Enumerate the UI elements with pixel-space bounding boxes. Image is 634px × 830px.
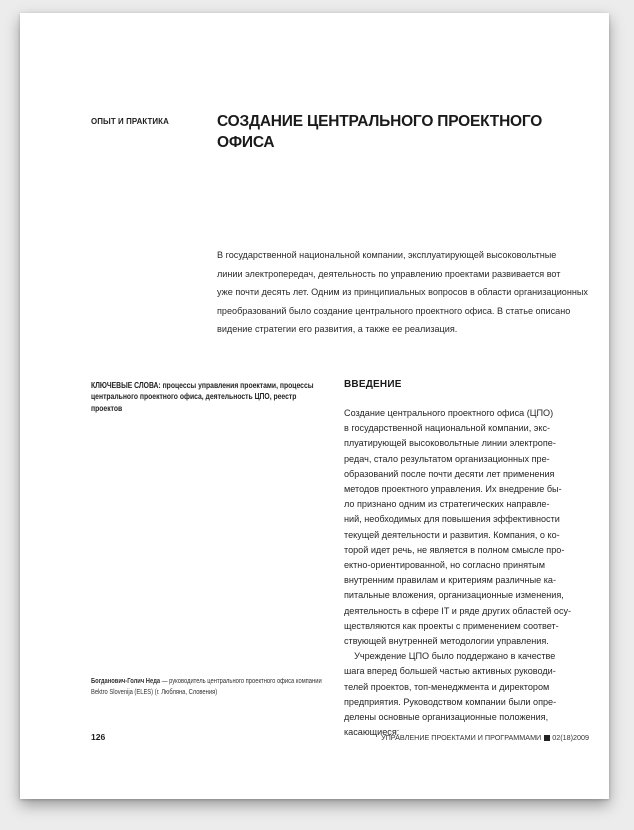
body-line: Учреждение ЦПО было поддержано в качестве	[344, 651, 556, 662]
abstract-line: преобразований было создание центрального проектного офиса. В статье описано	[217, 305, 571, 316]
author-affiliation: Bektro Slovenija (ELES) (г. Любляна, Словения)	[91, 688, 218, 696]
author-note	[91, 677, 341, 698]
abstract-line: видение стратегии его развития, а также ее реализация.	[217, 324, 458, 335]
square-bullet-icon	[544, 735, 550, 741]
body-line: предприятия. Руководством компании были опре-	[344, 696, 557, 707]
body-line: ектно-ориентированной, но согласно принятым	[344, 560, 545, 571]
abstract-line: уже почти десять лет. Одним из принципиальных вопросов в области организационных	[217, 287, 588, 298]
section-label: ОПЫТ И ПРАКТИКА	[91, 116, 169, 126]
body-line: шага вперед большей частью активных руководи-	[344, 666, 556, 677]
body-line: питальные вложения, организационные изменения,	[344, 590, 564, 601]
abstract-line: В государственной национальной компании, эксплуатирующей высоковольтные	[217, 250, 557, 260]
body-line: деятельность в сфере IT и ряде других областей осу-	[344, 605, 572, 616]
body-line: текущей деятельности и развития. Компания, о ко-	[344, 529, 560, 540]
keywords-line: центрального проектного офиса, деятельность ЦПО, реестр	[91, 392, 297, 402]
body-line: плуатирующей высоковольтные линии электропе-	[344, 438, 556, 449]
journal-name: УПРАВЛЕНИЕ ПРОЕКТАМИ И ПРОГРАММАМИ	[381, 733, 542, 742]
journal-footer	[381, 733, 589, 742]
page-number: 126	[91, 732, 106, 742]
body-line: методов проектного управления. Их внедрение бы-	[344, 484, 562, 495]
article-title: СОЗДАНИЕ ЦЕНТРАЛЬНОГО ПРОЕКТНОГО ОФИСА	[217, 113, 543, 151]
body-line: ществляются как проекты с применением соответ-	[344, 620, 559, 631]
author-line	[91, 677, 322, 688]
body-line: торой идет речь, не является в полном смысле про-	[344, 544, 565, 555]
body-line: ний, необходимых для повышения эффективности	[344, 514, 560, 525]
author-description: — руководитель центрального проектного офиса компании	[160, 678, 322, 685]
keywords-line: КЛЮЧЕВЫЕ СЛОВА: процессы управления проектами, процессы	[91, 381, 314, 390]
body-line: телей проектов, топ-менеджмента и директором	[344, 681, 550, 692]
body-line: ло признано одним из стратегических направле-	[344, 499, 550, 510]
body-line: делены основные организационные положения,	[344, 712, 549, 723]
body-line: образований после почти десяти лет применения	[344, 468, 555, 479]
journal-issue: 02(18)2009	[552, 733, 589, 742]
body-line: ствующей внутренней методологии управления.	[344, 636, 549, 647]
author-name: Богданович-Голич Неда	[91, 678, 161, 685]
keywords-line: проектов	[91, 403, 123, 413]
page-sheet	[20, 13, 609, 799]
body-line: внутренним правилам и критериям различные ка-	[344, 575, 556, 586]
body-line: редач, стало результатом организационных пре-	[344, 453, 550, 464]
abstract-line: линии электропередач, деятельность по управлению проектами развивается вот	[217, 268, 561, 279]
section-heading-introduction: ВВЕДЕНИЕ	[344, 379, 402, 390]
body-line: в государственной национальной компании, экс-	[344, 423, 551, 434]
body-line: касающиеся:	[344, 727, 400, 738]
keywords	[91, 380, 341, 414]
abstract	[217, 246, 587, 339]
body-text	[344, 406, 604, 740]
body-line: Создание центрального проектного офиса (ЦПО)	[344, 408, 554, 418]
